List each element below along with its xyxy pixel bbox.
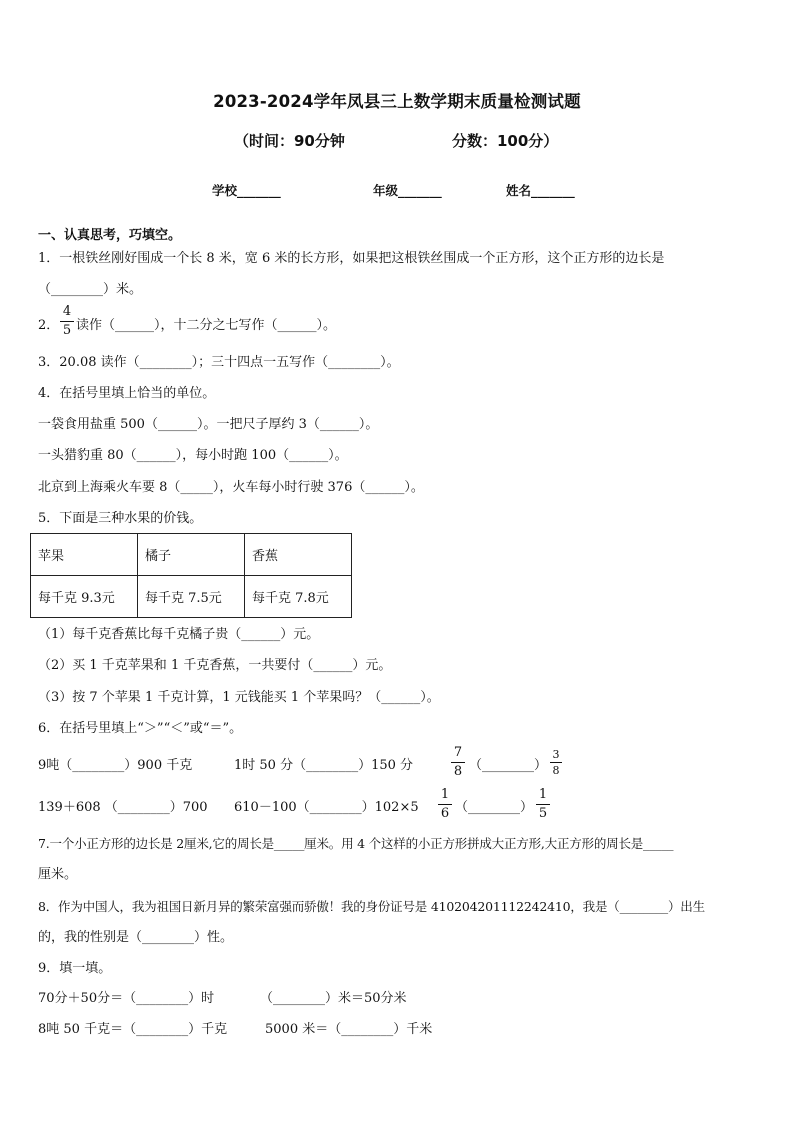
compare-item: 610－100（________）102×5 bbox=[234, 800, 419, 815]
fraction-numerator: 1 bbox=[440, 787, 450, 802]
fraction-bar bbox=[536, 804, 550, 805]
question-5-intro: 5．下面是三种水果的价钱。 bbox=[38, 511, 203, 526]
grade-field: 年级_______ bbox=[373, 183, 442, 198]
fraction-denominator: 8 bbox=[552, 764, 560, 777]
fraction-numerator: 4 bbox=[62, 304, 72, 319]
fraction-bar bbox=[451, 762, 465, 763]
fill-item: （________）米＝50分米 bbox=[260, 991, 407, 1006]
table-header-cell: 橘子 bbox=[138, 534, 245, 576]
fruit-price-table bbox=[30, 533, 352, 618]
name-field: 姓名_______ bbox=[506, 183, 575, 198]
compare-item: 139＋608 （________）700 bbox=[38, 800, 208, 815]
section-heading: 一、认真思考，巧填空。 bbox=[38, 228, 182, 243]
fraction-three-eighths bbox=[550, 748, 562, 777]
question-5-sub-1: （1）每千克香蕉比每千克橘子贵（______）元。 bbox=[38, 627, 320, 642]
table-header-cell: 香蕉 bbox=[245, 534, 352, 576]
fraction-denominator: 5 bbox=[62, 323, 72, 338]
table-header-cell: 苹果 bbox=[31, 534, 138, 576]
question-3: 3．20.08 读作（________）；三十四点一五写作（________）。 bbox=[38, 355, 400, 370]
fraction-numerator: 1 bbox=[538, 787, 548, 802]
fill-item: 8吨 50 千克＝（________）千克 bbox=[38, 1022, 228, 1037]
fraction-bar bbox=[438, 804, 452, 805]
compare-blank: （________） bbox=[469, 758, 548, 773]
fraction-numerator: 7 bbox=[453, 745, 463, 760]
fraction-seven-eighths bbox=[451, 745, 465, 780]
fraction-bar bbox=[60, 321, 74, 322]
question-7-line-2: 厘米。 bbox=[38, 867, 78, 882]
table-header-row bbox=[31, 534, 352, 576]
question-4-line-3: 北京到上海乘火车要 8（_____），火车每小时行驶 376（______）。 bbox=[38, 480, 424, 495]
school-field: 学校_______ bbox=[212, 183, 281, 198]
table-row bbox=[31, 576, 352, 618]
table-cell: 每千克 7.8元 bbox=[245, 576, 352, 618]
question-8-line-1: 8．作为中国人，我为祖国日新月异的繁荣富强而骄傲！我的身份证号是 410204201112242410，我是（________）出生 bbox=[38, 899, 705, 914]
question-4-intro: 4．在括号里填上恰当的单位。 bbox=[38, 386, 216, 401]
question-4-line-2: 一头猎豹重 80（______），每小时跑 100（______）。 bbox=[38, 448, 348, 463]
fraction-one-fifth bbox=[536, 787, 550, 822]
compare-blank: （________） bbox=[455, 800, 534, 815]
fill-item: 5000 米＝（________）千米 bbox=[265, 1022, 433, 1037]
fraction-bar bbox=[550, 762, 562, 763]
question-8-line-2: 的，我的性别是（________）性。 bbox=[38, 930, 234, 945]
question-4-line-1: 一袋食用盐重 500（______）。一把尺子厚约 3（______）。 bbox=[38, 417, 379, 432]
fraction-four-fifths bbox=[60, 304, 74, 339]
question-5-sub-2: （2）买 1 千克苹果和 1 千克香蕉，一共要付（______）元。 bbox=[38, 658, 392, 673]
compare-item: 1时 50 分（________）150 分 bbox=[234, 758, 414, 773]
question-5-sub-3: （3）按 7 个苹果 1 千克计算，1 元钱能买 1 个苹果吗？（______）。 bbox=[38, 690, 440, 705]
fraction-numerator: 3 bbox=[552, 748, 560, 761]
question-1-line-2: （________）米。 bbox=[38, 282, 143, 297]
question-1-line-1: 1．一根铁丝刚好围成一个长 8 米，宽 6 米的长方形，如果把这根铁丝围成一个正方形，这个正方形的边长是 bbox=[38, 251, 665, 266]
fraction-denominator: 6 bbox=[440, 806, 450, 821]
fraction-denominator: 5 bbox=[538, 806, 548, 821]
total-score: 分数：100分） bbox=[452, 132, 559, 150]
time-limit: （时间：90分钟 bbox=[234, 132, 345, 150]
fill-item: 70分＋50分＝（________）时 bbox=[38, 991, 215, 1006]
question-7-line-1: 7.一个小正方形的边长是 2厘米,它的周长是_____厘米。用 4 个这样的小正方形拼成大正方形,大正方形的周长是_____ bbox=[38, 836, 674, 851]
page-title: 2023-2024学年凤县三上数学期末质量检测试题 bbox=[213, 92, 581, 111]
question-2-number: 2． bbox=[38, 318, 60, 333]
table-cell: 每千克 7.5元 bbox=[138, 576, 245, 618]
question-6-intro: 6．在括号里填上“＞”“＜”或“＝”。 bbox=[38, 721, 243, 736]
fraction-denominator: 8 bbox=[453, 764, 463, 779]
fraction-one-sixth bbox=[438, 787, 452, 822]
question-2-text: 读作（______），十二分之七写作（______）。 bbox=[76, 318, 337, 333]
compare-item: 9吨（________）900 千克 bbox=[38, 758, 193, 773]
table-cell: 每千克 9.3元 bbox=[31, 576, 138, 618]
question-9-intro: 9．填一填。 bbox=[38, 961, 112, 976]
